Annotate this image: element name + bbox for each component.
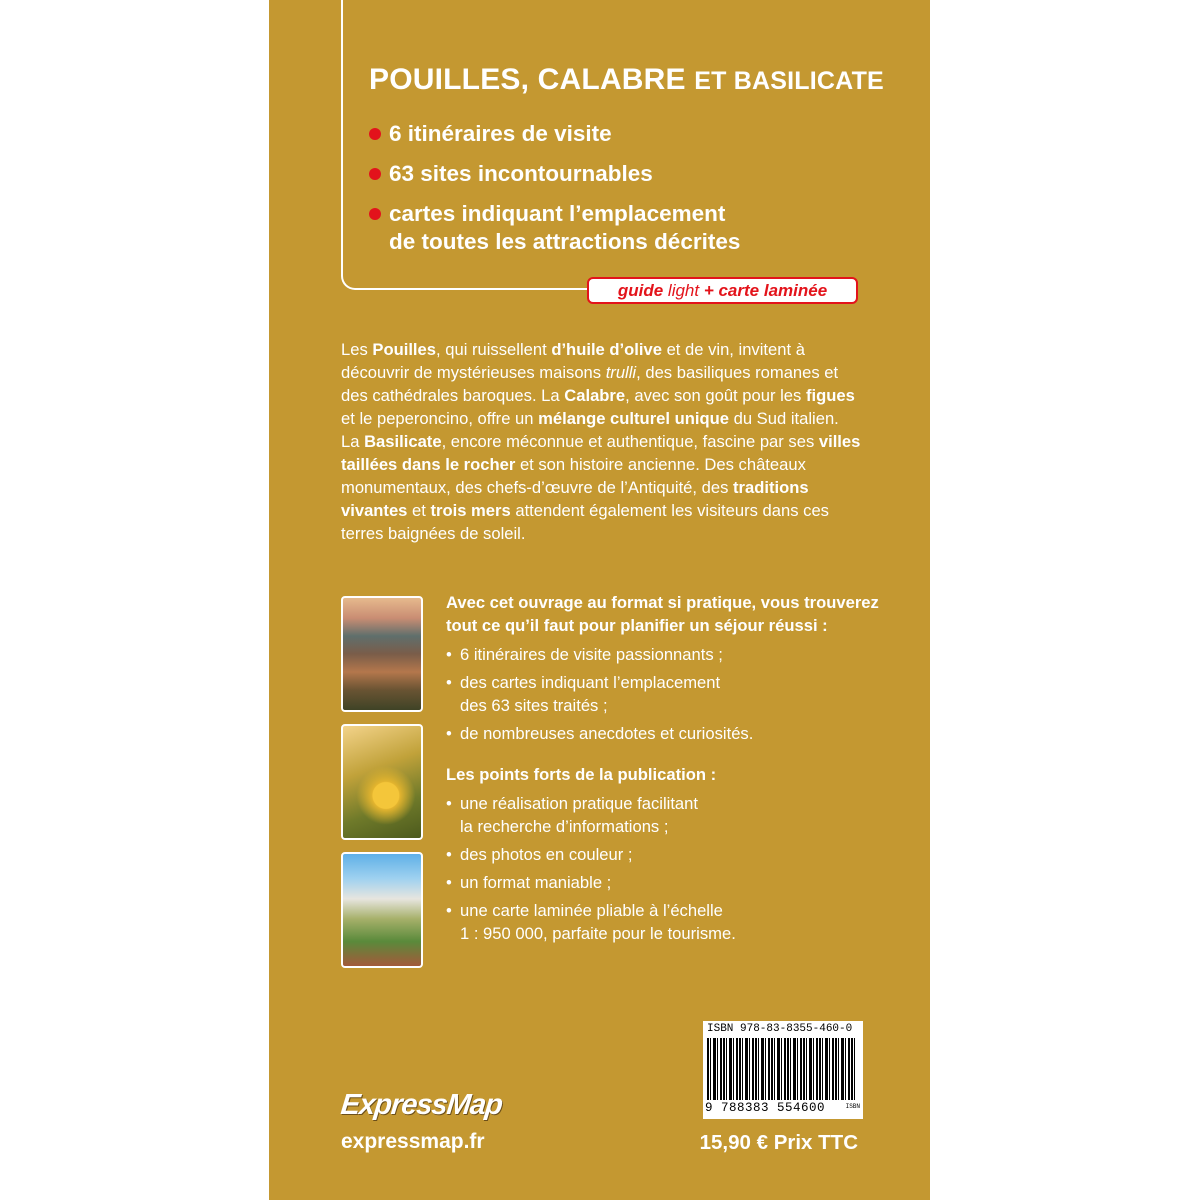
- red-bullet-icon: [369, 128, 381, 140]
- description-run: trulli: [605, 363, 637, 382]
- description-run: , des basiliques romanes et des cathédrales baroques. La: [341, 363, 839, 405]
- red-bullet-icon: [369, 208, 381, 220]
- strengths-list: [446, 792, 886, 945]
- description-run: , encore méconnue et authentique, fascine par ses: [441, 432, 819, 451]
- red-bullet-icon: [369, 168, 381, 180]
- title-small: ET BASILICATE: [694, 67, 884, 95]
- list-item: • une carte laminée pliable à l’échelle 1 : 950 000, parfaite pour le tourisme.: [446, 899, 886, 945]
- description-run: du Sud italien. La: [341, 409, 839, 451]
- description-run: , avec son goût pour les: [625, 386, 806, 405]
- strengths-title: Les points forts de la publication :: [446, 765, 717, 784]
- description-run: et: [407, 501, 431, 520]
- description-run: figues: [805, 386, 855, 405]
- features-section: [446, 591, 886, 950]
- highlight-item: cartes indiquant l’emplacement de toutes les attractions décrites: [369, 200, 740, 256]
- description-run: d’huile d’olive: [551, 340, 662, 359]
- list-item: • un format maniable ;: [446, 871, 886, 894]
- photo-olive-oil: [341, 724, 423, 840]
- description-run: trois mers: [430, 501, 511, 520]
- description-run: villes taillées dans le rocher: [341, 432, 861, 474]
- description-run: Pouilles: [372, 340, 437, 359]
- highlight-item: 63 sites incontournables: [369, 160, 740, 188]
- cover-title: [369, 62, 884, 99]
- publisher-logo: ExpressMap: [339, 1089, 504, 1121]
- isbn-text: ISBN 978-83-8355-460-0: [707, 1023, 853, 1035]
- description-run: Basilicate: [364, 432, 442, 451]
- photo-hill-town: [341, 596, 423, 712]
- list-item: • des cartes indiquant l’emplacement des 63 sites traités ;: [446, 671, 886, 717]
- barcode-digits: 9 788383 554600: [705, 1101, 826, 1115]
- book-back-cover: [269, 0, 930, 1200]
- barcode-addon: ISBN: [845, 1103, 860, 1110]
- website-link[interactable]: expressmap.fr: [341, 1130, 485, 1153]
- highlight-list: [369, 120, 740, 268]
- title-main: POUILLES, CALABRE: [369, 63, 695, 96]
- description-paragraph: [341, 338, 861, 545]
- description-run: Calabre: [564, 386, 626, 405]
- highlight-item: 6 itinéraires de visite: [369, 120, 740, 148]
- barcode-icon: [707, 1038, 855, 1100]
- photo-trulli: [341, 852, 423, 968]
- product-badge: guide light + carte laminée: [587, 277, 858, 304]
- list-item: • de nombreuses anecdotes et curiosités.: [446, 722, 886, 745]
- description-run: et le peperoncino, offre un: [341, 409, 539, 428]
- description-run: mélange culturel unique: [538, 409, 729, 428]
- list-item: • 6 itinéraires de visite passionnants ;: [446, 643, 886, 666]
- features-list: [446, 643, 886, 745]
- list-item: • une réalisation pratique facilitant la recherche d’informations ;: [446, 792, 886, 838]
- description-run: traditions vivantes: [341, 478, 809, 520]
- description-run: attendent également les visiteurs dans ces terres baignées de soleil.: [341, 501, 829, 543]
- description-run: et de vin, invitent à découvrir de mystérieuses maisons: [341, 340, 805, 382]
- price-label: 15,90 € Prix TTC: [699, 1131, 858, 1154]
- description-run: Les: [341, 340, 373, 359]
- description-run: et son histoire ancienne. Des châteaux monumentaux, des chefs-d’œuvre de l’Antiquité, des: [341, 455, 806, 497]
- list-item: • des photos en couleur ;: [446, 843, 886, 866]
- features-intro: Avec cet ouvrage au format si pratique, vous trouverez tout ce qu’il faut pour planifier un séjour réussi :: [446, 593, 879, 635]
- isbn-barcode: [703, 1021, 863, 1119]
- description-run: , qui ruissellent: [436, 340, 552, 359]
